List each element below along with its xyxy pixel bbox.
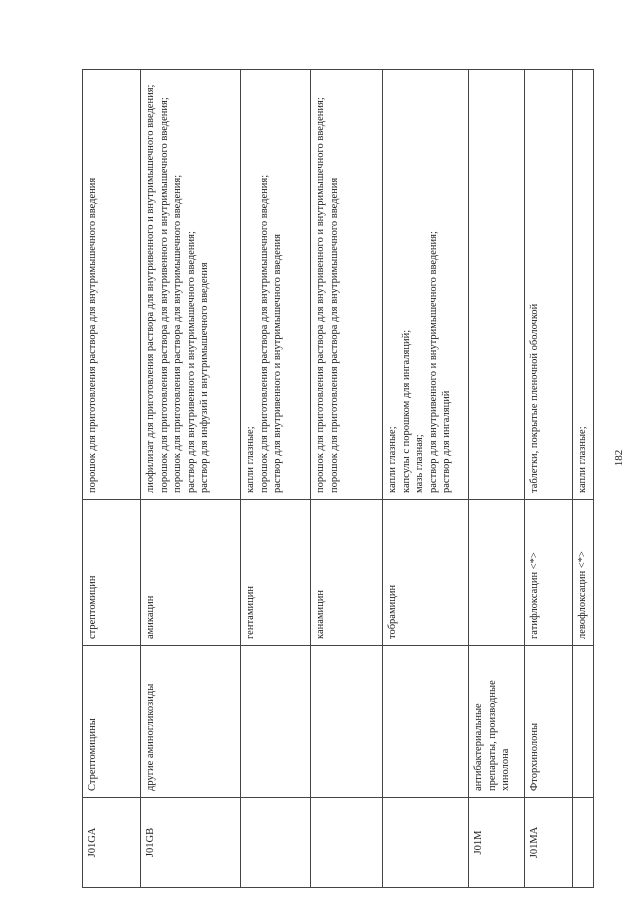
dosage-forms	[469, 70, 525, 500]
page-number: 182	[613, 449, 625, 467]
form-line: порошок для приготовления раствора для внутривенного и внутримышечного введения;	[158, 97, 170, 493]
rotated-table-container	[82, 70, 590, 888]
table-row	[241, 70, 311, 888]
group-name: антибактериальные препараты, производные хинолона	[469, 646, 525, 798]
table-row	[383, 70, 469, 888]
form-line: мазь глазная;	[414, 434, 425, 493]
group-name	[241, 646, 311, 798]
form-line: порошок для приготовления раствора для внутримышечного введения;	[258, 174, 270, 493]
table-row	[83, 70, 141, 888]
form-line: раствор для внутривенного и внутримышечного введения;	[185, 231, 197, 493]
form-line: раствор для инфузий и внутримышечного введения	[199, 262, 210, 493]
drug-name: левофлоксацин <*>	[573, 500, 594, 646]
group-name: Фторхинолоны	[525, 646, 573, 798]
form-line: раствор для ингаляций	[441, 390, 452, 493]
dosage-forms	[83, 70, 141, 500]
dosage-forms	[383, 70, 469, 500]
table-row	[311, 70, 383, 888]
table-row	[141, 70, 241, 888]
dosage-forms	[311, 70, 383, 500]
group-name	[383, 646, 469, 798]
drug-name	[469, 500, 525, 646]
drug-table	[82, 69, 594, 888]
form-line: капли глазные;	[387, 426, 398, 493]
drug-name: амикацин	[141, 500, 241, 646]
drug-name: канамицин	[311, 500, 383, 646]
form-line: порошок для приготовления раствора для внутривенного и внутримышечного введения;	[315, 97, 326, 493]
atc-code: J01GB	[141, 798, 241, 888]
form-line: раствор для внутривенного и внутримышечного введения;	[427, 231, 439, 493]
form-line: таблетки, покрытые пленочной оболочкой	[529, 303, 540, 493]
dosage-forms	[241, 70, 311, 500]
table-row	[573, 70, 594, 888]
atc-code: J01M	[469, 798, 525, 888]
form-line: порошок для приготовления раствора для внутримышечного введения	[328, 177, 340, 493]
table-row	[525, 70, 573, 888]
atc-code	[311, 798, 383, 888]
form-line: порошок для приготовления раствора для внутримышечного введения;	[172, 174, 183, 493]
atc-code	[383, 798, 469, 888]
form-line: капли глазные;	[245, 426, 256, 493]
form-line: лиофилизат для приготовления раствора для внутривенного и внутримышечного введения;	[145, 84, 156, 493]
drug-name: гентамицин	[241, 500, 311, 646]
group-name	[311, 646, 383, 798]
atc-code	[241, 798, 311, 888]
atc-code: J01MA	[525, 798, 573, 888]
dosage-forms	[525, 70, 573, 500]
atc-code	[573, 798, 594, 888]
atc-code: J01GA	[83, 798, 141, 888]
drug-name: тобрамицин	[383, 500, 469, 646]
table-row	[469, 70, 525, 888]
group-name: Стрептомицины	[83, 646, 141, 798]
form-line: раствор для внутривенного и внутримышечного введения	[272, 234, 283, 493]
drug-name: гатифлоксацин <*>	[525, 500, 573, 646]
form-line: капсулы с порошком для ингаляций;	[400, 329, 412, 493]
group-name: другие аминогликозиды	[141, 646, 241, 798]
form-line: порошок для приготовления раствора для внутримышечного введения	[87, 177, 98, 493]
drug-name: стрептомицин	[83, 500, 141, 646]
dosage-forms	[573, 70, 594, 500]
form-line: капли глазные;	[577, 426, 588, 493]
dosage-forms	[141, 70, 241, 500]
group-name	[573, 646, 594, 798]
